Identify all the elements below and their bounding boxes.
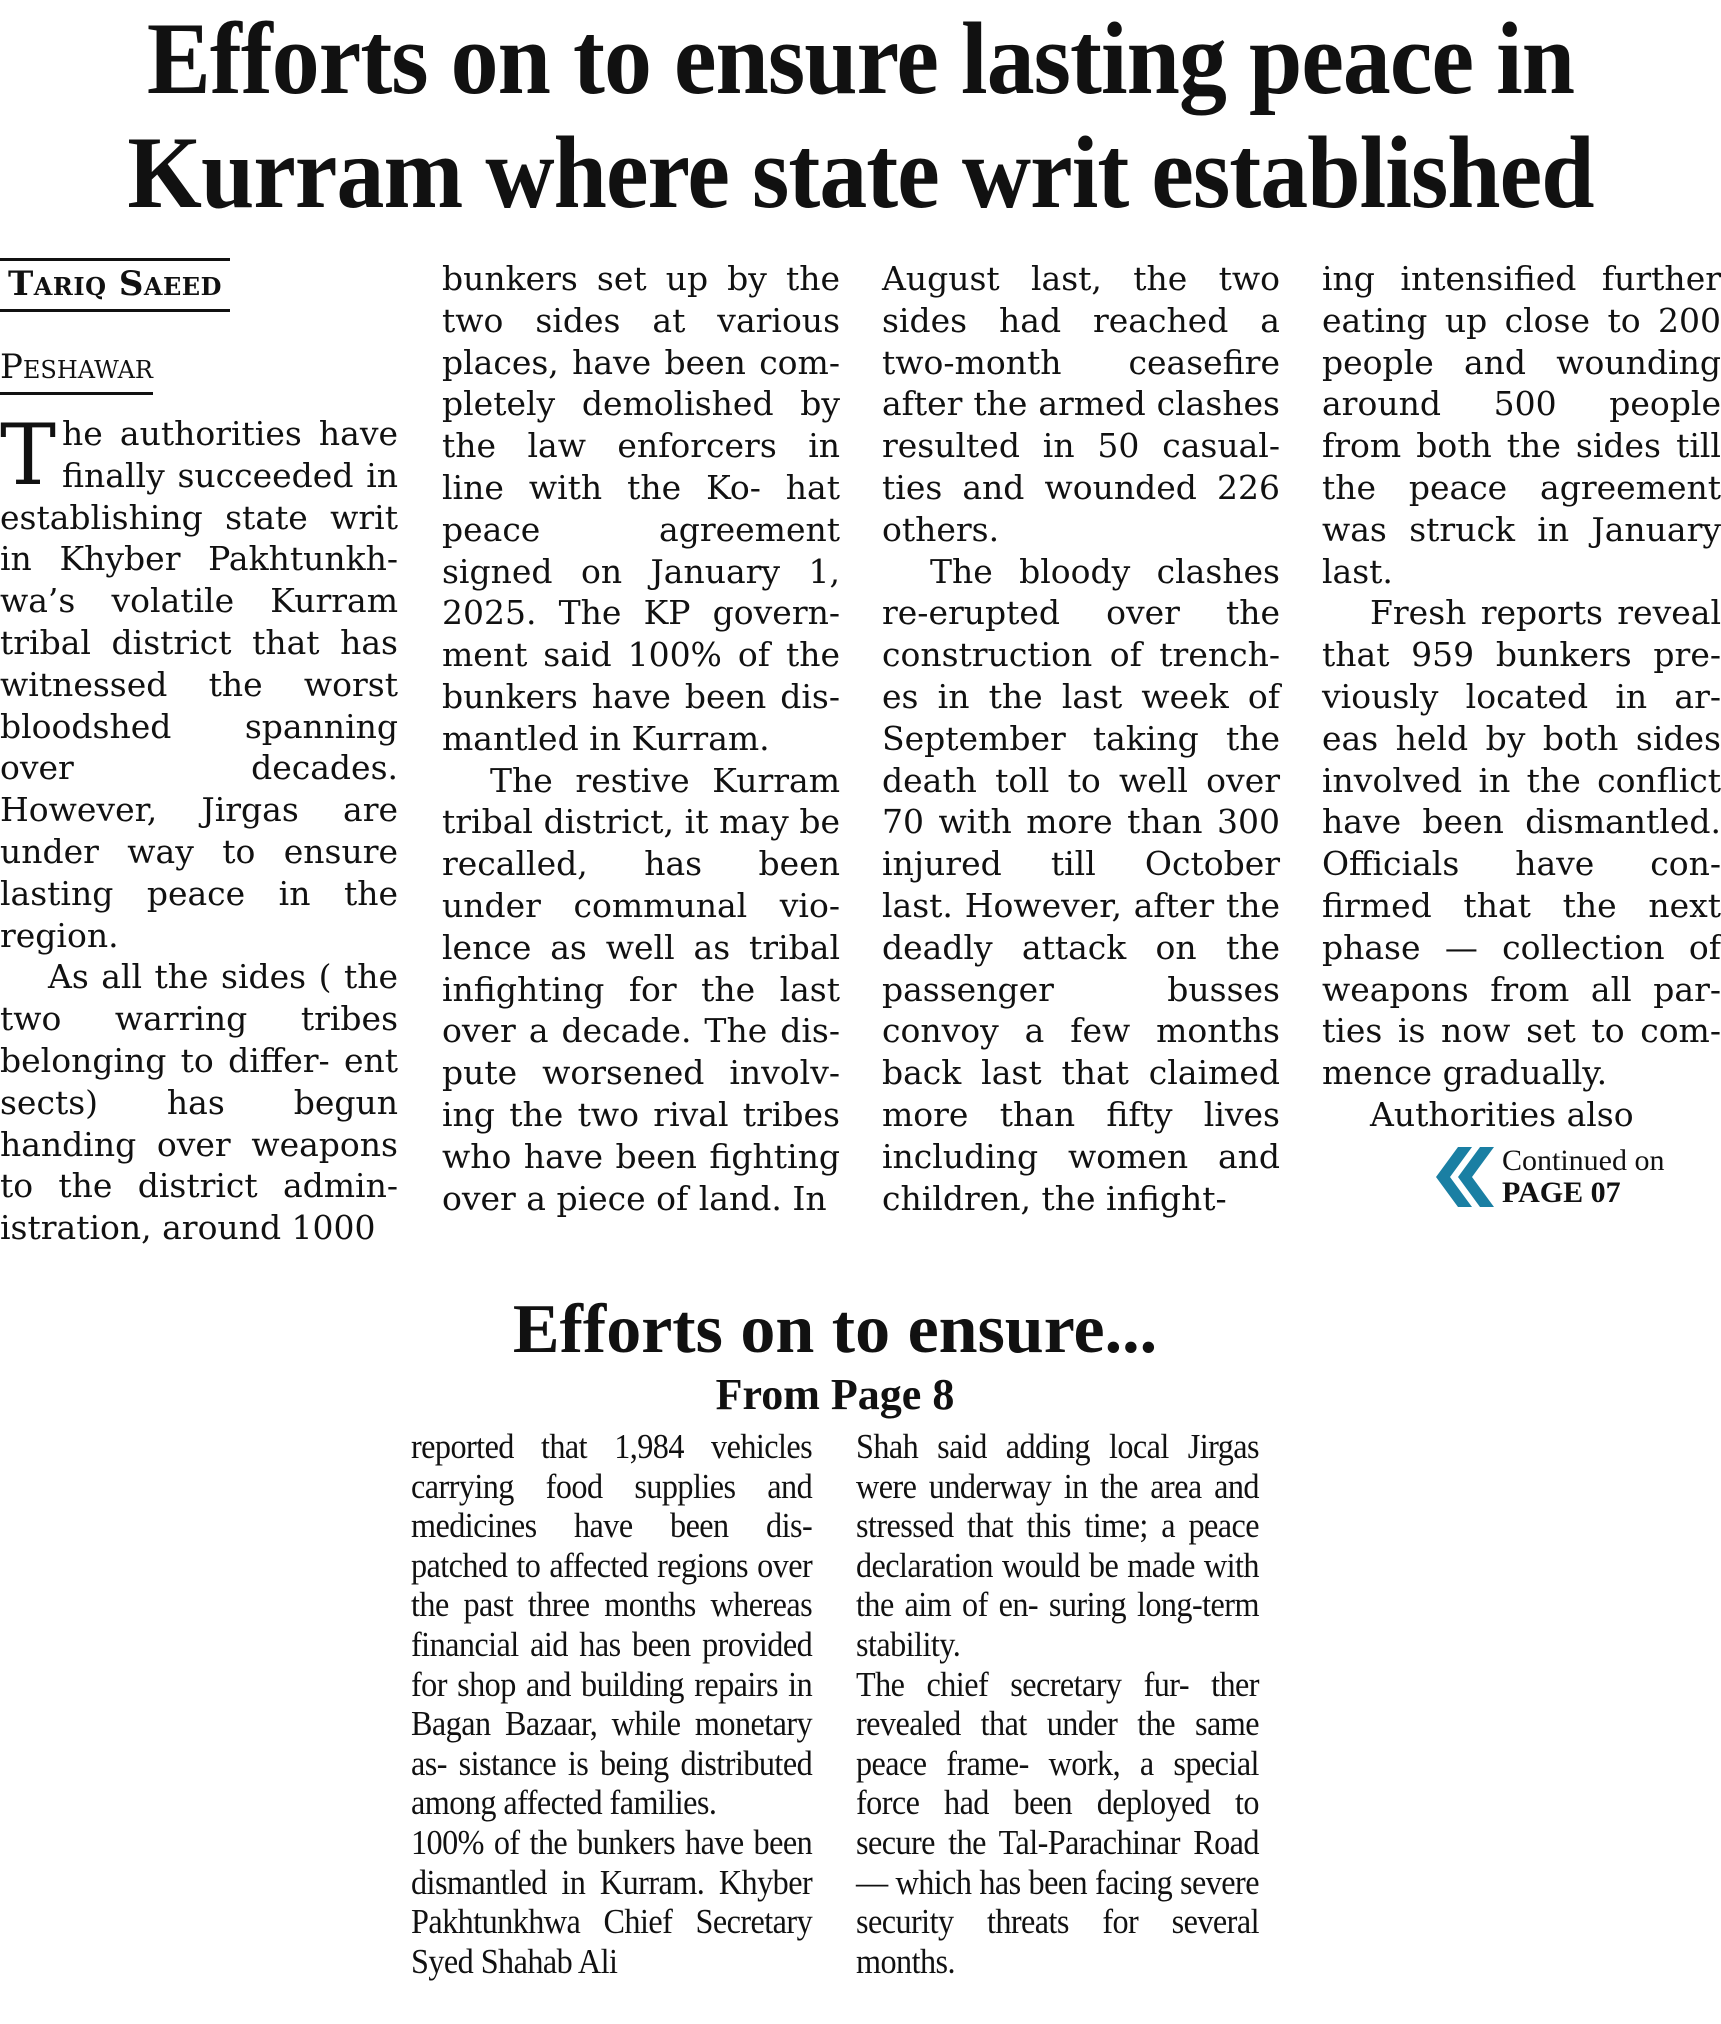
paragraph-3-continued: August last, the two sides had reached a two-month ceasefire after the armed clashes resulted in 50 casual- ties and wounded 226 others. (882, 259, 1280, 549)
paragraph-3: The restive Kurram tribal district, it may be recalled, has been under communal vio- lence as well as tribal infighting for the last over a decade. The dis- pute worsened involv- ing the two rival tribes who have been fighting over a piece of land. In (442, 760, 840, 1218)
paragraph-4-continued: ing intensified further eating up close to 200 people and wounding around 500 people from both the sides till the peace agreement was struck in January last. (1322, 259, 1721, 591)
dateline: Peshawar (0, 346, 153, 395)
continuation-from-page: From Page 8 (715, 1370, 955, 1419)
article-column-2 (442, 258, 840, 1219)
paragraph-5: Fresh reports reveal that 959 bunkers pre- viously located in ar- eas held by both sides involved in the conflict have been dismantled. Officials have con- firmed that the next phase — collection of weapons from all par- ties is now set to com- mence gradually. (1322, 593, 1721, 1093)
continuation-paragraph-2-continued: Shah said adding local Jirgas were underway in the area and stressed that this time; a peace declaration would be made with the aim of en- suring long-term stability. (856, 1427, 1259, 1664)
continuation-column-1 (411, 1427, 812, 1981)
article-column-1 (0, 258, 398, 1249)
double-chevron-left-icon (1428, 1143, 1496, 1211)
article-column-3 (882, 258, 1280, 1219)
paragraph-4: The bloody clashes re-erupted over the construction of trench- es in the last week of September taking the death toll to well over 70 with more than 300 injured till October last. However, after the deadly attack on the passenger busses convoy a few months back last that claimed more than fifty lives including women and children, the infight- (882, 551, 1280, 1218)
continued-label: Continued on (1502, 1144, 1665, 1177)
drop-cap: T (0, 406, 57, 504)
continued-on-marker[interactable] (1428, 1143, 1721, 1211)
continued-text (1502, 1145, 1665, 1209)
continued-page: PAGE 07 (1502, 1176, 1621, 1209)
headline-line-2: Kurram where state writ established (127, 116, 1594, 230)
article-column-4 (1322, 258, 1721, 1136)
continuation-paragraph-1: reported that 1,984 vehicles carrying food supplies and medicines have been dis- patched to affected regions over the past three months whereas financial aid has been provided for shop and building repairs in Bagan Bazaar, while monetary as- sistance is being distributed among affected families. (411, 1427, 813, 1823)
continuation-paragraph-2: 100% of the bunkers have been dismantled in Kurram. Khyber Pakhtunkhwa Chief Secretary Syed Shahab Ali (411, 1822, 813, 1981)
continuation-column-2 (856, 1427, 1259, 1981)
paragraph-1-text: he authorities have finally succeeded in establishing state writ in Khyber Pakhtunkh- wa’s volatile Kurram tribal district that has witnessed the worst bloodshed spanning over decades. However, Jirgas are under way to ensure lasting peace in the region. (0, 414, 398, 955)
paragraph-2: As all the sides ( the two warring tribes belonging to differ- ent sects) has begun handing over weapons to the district admin- istration, around 1000 (0, 957, 398, 1248)
paragraph-6: Authorities also (1370, 1094, 1634, 1134)
headline-line-1: Efforts on to ensure lasting peace in (146, 2, 1575, 116)
paragraph-1 (0, 406, 398, 956)
headline (60, 0, 1661, 230)
continuation-title: Efforts on to ensure... (512, 1291, 1158, 1368)
paragraph-2-continued: bunkers set up by the two sides at various places, have been com- pletely demolished by the law enforcers in line with the Ko- hat peace agreement signed on January 1, 2025. The KP govern- ment said 100% of the bunkers have been dis- mantled in Kurram. (442, 259, 840, 758)
byline: Tariq Saeed (0, 258, 230, 312)
continuation-paragraph-3: The chief secretary fur- ther revealed that under the same peace frame- work, a special force had been deployed to secure the Tal-Parachinar Road — which has been facing severe security threats for several months. (856, 1664, 1259, 1981)
